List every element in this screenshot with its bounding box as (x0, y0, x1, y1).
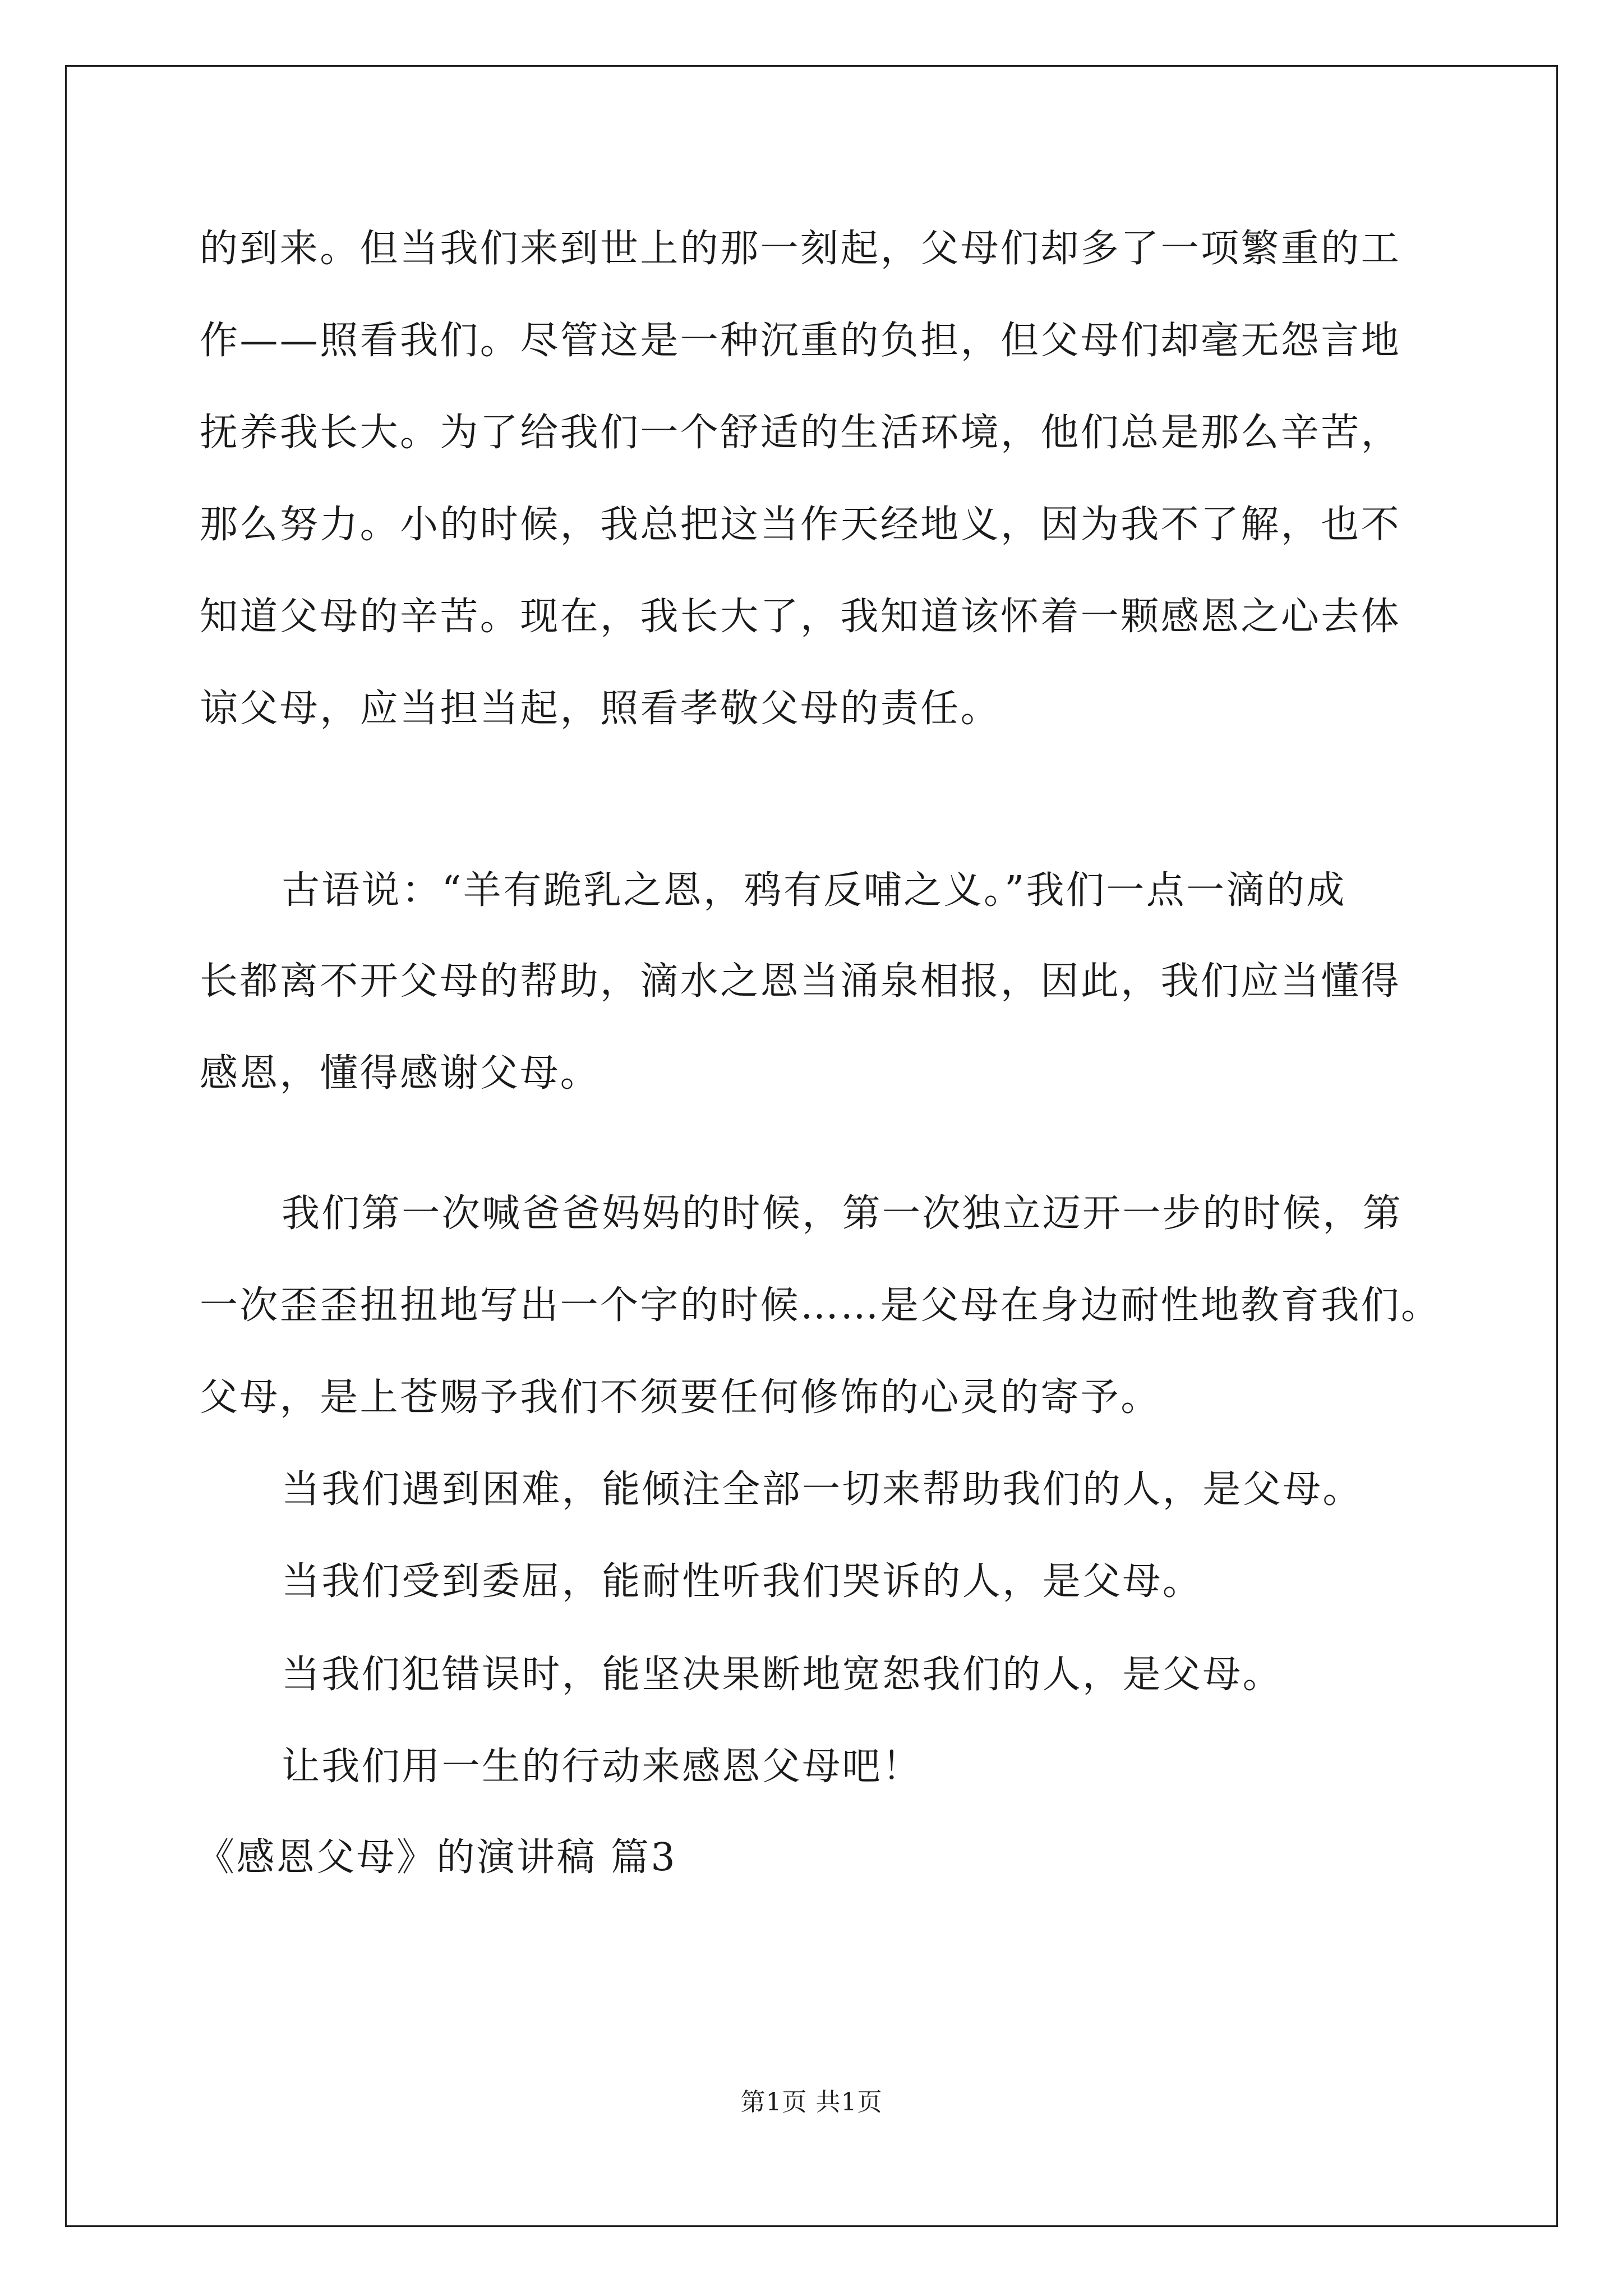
body-line-16: 让我们用一生的行动来感恩父母吧！ (282, 1745, 923, 1789)
body-line-2: 作——照看我们。尽管这是一种沉重的负担，但父母们却毫无怨言地 (200, 319, 1401, 363)
body-line-6: 谅父母，应当担当起，照看孝敬父母的责任。 (200, 687, 1001, 731)
page-border (65, 65, 1558, 2227)
body-line-12: 父母，是上苍赐予我们不须要任何修饰的心灵的寄予。 (200, 1375, 1161, 1420)
body-line-8: 长都离不开父母的帮助，滴水之恩当涌泉相报，因此，我们应当懂得 (200, 959, 1401, 1004)
body-line-14: 当我们受到委屈，能耐性听我们哭诉的人，是父母。 (282, 1559, 1203, 1604)
body-line-1: 的到来。但当我们来到世上的那一刻起，父母们却多了一项繁重的工 (200, 227, 1401, 271)
body-line-9: 感恩，懂得感谢父母。 (200, 1051, 601, 1096)
body-line-11: 一次歪歪扭扭地写出一个字的时候……是父母在身边耐性地教育我们。 (200, 1283, 1441, 1328)
page-footer: 第1页 共1页 (740, 2088, 883, 2116)
body-line-3: 抚养我长大。为了给我们一个舒适的生活环境，他们总是那么辛苦， (200, 411, 1401, 455)
body-line-7: 古语说：“羊有跪乳之恩，鸦有反哺之义。”我们一点一滴的成 (282, 868, 1347, 913)
section-heading: 《感恩父母》的演讲稿 篇3 (196, 1835, 677, 1880)
body-line-10: 我们第一次喊爸爸妈妈的时候，第一次独立迈开一步的时候，第 (282, 1191, 1403, 1236)
body-line-13: 当我们遇到困难，能倾注全部一切来帮助我们的人，是父母。 (282, 1467, 1363, 1512)
body-line-4: 那么努力。小的时候，我总把这当作天经地义，因为我不了解，也不 (200, 503, 1401, 547)
body-line-5: 知道父母的辛苦。现在，我长大了，我知道该怀着一颗感恩之心去体 (200, 595, 1401, 639)
body-line-15: 当我们犯错误时，能坚决果断地宽恕我们的人，是父母。 (282, 1653, 1283, 1697)
